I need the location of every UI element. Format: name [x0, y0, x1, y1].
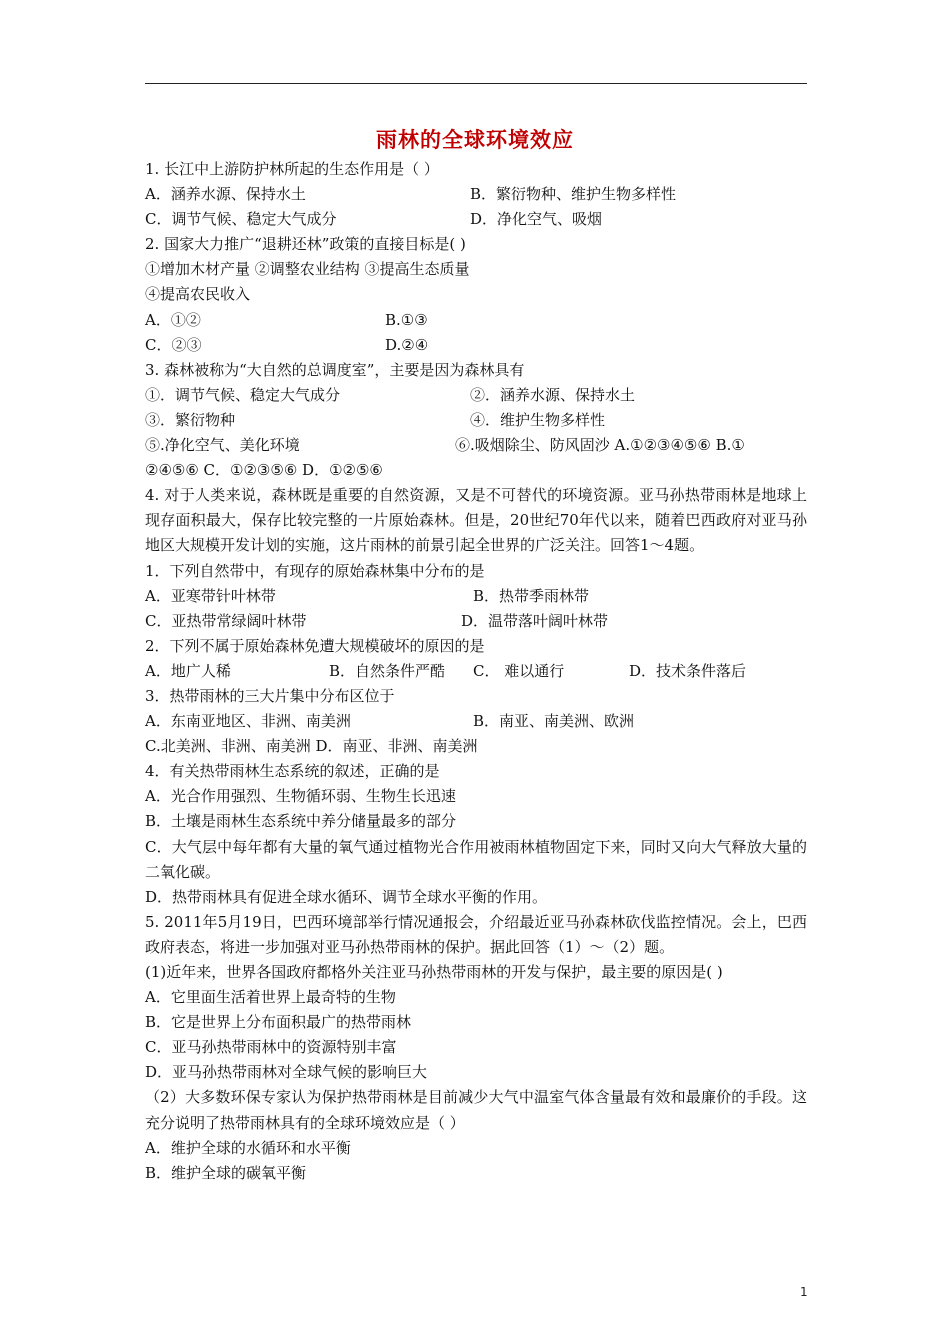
q2-stem: 2. 国家大力推广“退耕还林”政策的直接目标是( ) — [145, 235, 466, 254]
q4-2-stem: 2．下列不属于原始森林免遭大规模破坏的原因的是 — [145, 636, 485, 655]
q4-1-option-d: D．温带落叶阔叶林带 — [461, 611, 609, 630]
q1-option-b: B．繁衍物种、维护生物多样性 — [470, 185, 677, 204]
q4-3-stem: 3．热带雨林的三大片集中分布区位于 — [145, 686, 395, 705]
q2-choices-line1: ①增加木材产量 ②调整农业结构 ③提高生态质量 — [145, 260, 470, 279]
q4-1-option-b: B．热带季雨林带 — [473, 586, 590, 605]
q3-choice-2: ②．涵养水源、保持水土 — [470, 385, 636, 404]
q1-option-d: D．净化空气、吸烟 — [470, 210, 603, 229]
header-rule — [145, 83, 807, 84]
q1-options-row2 — [145, 207, 807, 232]
q2-option-c: C．②③ — [145, 335, 202, 354]
page-number: 1 — [800, 1285, 808, 1299]
q4-2-option-d: D．技术条件落后 — [629, 661, 747, 680]
q3-choices-row2 — [145, 408, 807, 433]
q4-3-options-row2: C.北美洲、非洲、南美洲 D．南亚、非洲、南美洲 — [145, 737, 478, 756]
q4-2-option-c: C． 难以通行 — [473, 661, 565, 680]
q3-stem: 3. 森林被称为“大自然的总调度室”，主要是因为森林具有 — [145, 360, 525, 379]
q5-1-option-b: B．它是世界上分布面积最广的热带雨林 — [145, 1013, 412, 1032]
q5-2-option-b: B．维护全球的碳氧平衡 — [145, 1163, 307, 1182]
q5-1-option-a: A．它里面生活着世界上最奇特的生物 — [145, 988, 396, 1007]
q5-2-stem: （2）大多数环保专家认为保护热带雨林是目前减少大气中温室气体含量最有效和最廉价的手段。这充分说明了热带雨林具有的全球环境效应是（ ） — [145, 1088, 807, 1132]
q3-options-last: ②④⑤⑥ C．①②③⑤⑥ D．①②⑤⑥ — [145, 461, 383, 480]
q2-options-row1 — [145, 308, 807, 333]
q2-choices-line2: ④提高农民收入 — [145, 285, 251, 304]
q2-option-d: D.②④ — [385, 335, 429, 354]
q4-4-option-b: B．土壤是雨林生态系统中养分储量最多的部分 — [145, 812, 457, 831]
q4-3-option-b: B．南亚、南美洲、欧洲 — [473, 712, 635, 731]
q4-1-stem: 1．下列自然带中，有现存的原始森林集中分布的是 — [145, 561, 485, 580]
document-body — [145, 157, 807, 1186]
q3-choice-5: ⑤.净化空气、美化环境 — [145, 436, 300, 455]
q3-choice-6-and-option-a: ⑥.吸烟除尘、防风固沙 A.①②③④⑤⑥ B.① — [455, 436, 745, 455]
q4-2-options — [145, 659, 807, 684]
q1-stem: 1. 长江中上游防护林所起的生态作用是（ ） — [145, 160, 439, 178]
q2-option-a: A．①② — [145, 310, 201, 329]
q2-option-b: B.①③ — [385, 310, 428, 329]
q5-2-option-a: A．维护全球的水循环和水平衡 — [145, 1138, 351, 1157]
q4-3-option-a: A．东南亚地区、非洲、南美洲 — [145, 712, 351, 731]
q1-option-c: C．调节气候、稳定大气成分 — [145, 210, 337, 229]
q5-1-option-c: C．亚马孙热带雨林中的资源特别丰富 — [145, 1038, 397, 1057]
q5-1-option-d: D．亚马孙热带雨林对全球气候的影响巨大 — [145, 1063, 428, 1082]
q4-4-option-a: A．光合作用强烈、生物循环弱、生物生长迅速 — [145, 787, 456, 806]
q5-1-stem: (1)近年来，世界各国政府都格外关注亚马孙热带雨林的开发与保护，最主要的原因是( ) — [145, 963, 723, 981]
q4-1-option-a: A．亚寒带针叶林带 — [145, 586, 276, 605]
q3-choice-3: ③．繁衍物种 — [145, 410, 236, 429]
q5-intro: 5. 2011年5月19日，巴西环境部举行情况通报会，介绍最近亚马孙森林砍伐监控情况。会上，巴西政府表态，将进一步加强对亚马孙热带雨林的保护。据此回答（1）～（2）题。 — [145, 912, 807, 956]
q2-options-row2 — [145, 333, 807, 358]
q1-option-a: A．涵养水源、保持水土 — [145, 185, 306, 204]
q3-choice-1: ①．调节气候、稳定大气成分 — [145, 385, 341, 404]
q4-2-option-a: A．地广人稀 — [145, 661, 231, 680]
q4-4-stem: 4．有关热带雨林生态系统的叙述，正确的是 — [145, 762, 440, 781]
q4-1-option-c: C．亚热带常绿阔叶林带 — [145, 611, 307, 630]
q3-choice-4: ④．维护生物多样性 — [470, 410, 606, 429]
q4-4-option-d: D．热带雨林具有促进全球水循环、调节全球水平衡的作用。 — [145, 887, 548, 906]
page-title: 雨林的全球环境效应 — [376, 128, 574, 152]
q4-intro: 4. 对于人类来说，森林既是重要的自然资源，又是不可替代的环境资源。亚马孙热带雨林是地球上现存面积最大，保存比较完整的一片原始森林。但是，20世纪70年代以来，随着巴西政府对亚马孙地区大规模开发计划的实施，这片雨林的前景引起全世界的广泛关注。回答1～4题。 — [145, 486, 807, 555]
q4-2-option-b: B．自然条件严酷 — [329, 661, 446, 680]
q4-3-options-row1 — [145, 709, 807, 734]
q3-choices-row3 — [145, 433, 807, 458]
q3-choices-row1 — [145, 383, 807, 408]
q4-1-options-row1 — [145, 584, 807, 609]
q1-options-row1 — [145, 182, 807, 207]
q4-1-options-row2 — [145, 609, 807, 634]
q4-4-option-c: C．大气层中每年都有大量的氧气通过植物光合作用被雨林植物固定下来，同时又向大气释放大量的二氧化碳。 — [145, 837, 807, 881]
